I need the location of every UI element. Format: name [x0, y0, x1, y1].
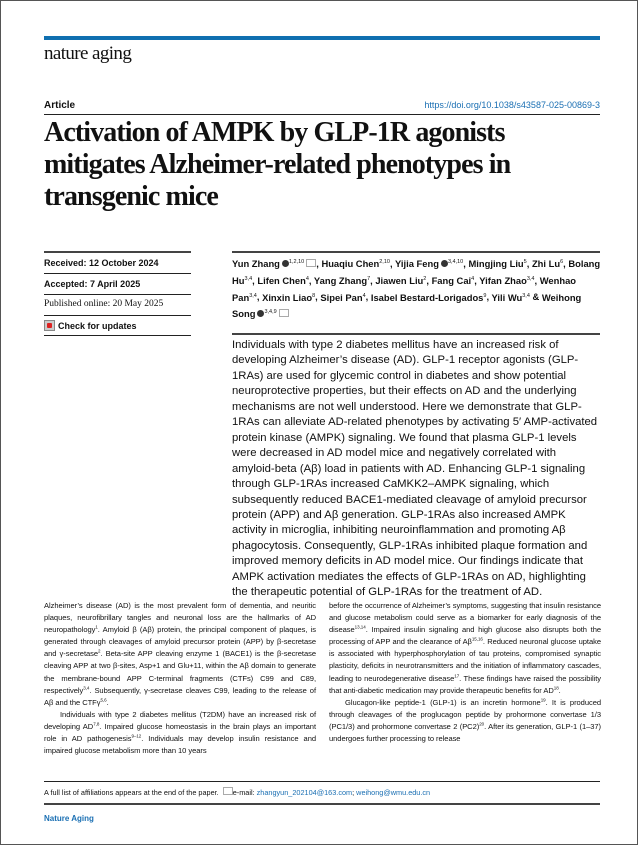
citation-ref[interactable]: 1: [95, 624, 98, 630]
orcid-icon[interactable]: [441, 260, 448, 267]
title-line: mitigates Alzheimer-related phenotypes in: [44, 149, 511, 180]
author-name: Yun Zhang: [232, 258, 280, 270]
journal-color-bar: [44, 36, 600, 40]
author-name: Yang Zhang: [313, 274, 368, 286]
citation-ref[interactable]: 13,14: [354, 624, 366, 630]
article-title: [44, 117, 510, 213]
author: [432, 275, 475, 286]
divider: [44, 781, 600, 782]
affiliation-number: 6: [560, 259, 564, 265]
author-name: Xinxin Liao: [262, 291, 313, 303]
author: [395, 258, 463, 269]
author-name: Mingjing Liu: [468, 258, 524, 270]
separator: ;: [352, 788, 357, 797]
body-paragraph: before the occurrence of Alzheimer’s symptoms, suggesting that insulin resistance and glucose metabolism could serve as a biomarker for early diagnosis of the disease$^{13,14}$. Impaired insulin signaling and high glucose also disrupts both the processing of APP and the clearance of Aβ$^{15,16}$. Reduced neuronal glucose uptake is associated with hyperphosphorylation of tau proteins, compromised synaptic plasticity, deficits in neurotransmitters and the initiation of inflammatory cascades, leading to neurodegenerative disease$^{17}$. These findings have raised the possibility that anti-diabetic medication may provide therapeutic benefits for AD$^{18}$.: [329, 601, 601, 695]
divider: [44, 315, 191, 316]
check-updates-icon: [44, 320, 55, 331]
author-name: Huaqiu Chen: [321, 258, 380, 270]
email-icon[interactable]: [306, 259, 316, 267]
citation-ref[interactable]: 5,6: [100, 697, 107, 703]
divider: [44, 251, 191, 253]
affiliation-number: 8: [312, 292, 316, 299]
body-paragraph: Individuals with type 2 diabetes mellitus (T2DM) have an increased risk of developing AD$^{7,8}$. Impaired glucose homeostasis in the brain plays an important role in AD pathogenesis$^{9-12}$. Individuals may develop insulin resistance and impaired glucose metabolism more than 10 years: [44, 709, 316, 756]
citation-ref[interactable]: 20: [479, 721, 485, 727]
author: [314, 275, 370, 286]
email-icon[interactable]: [279, 309, 289, 317]
author: [232, 258, 316, 269]
author: [320, 292, 365, 303]
accepted-date: Accepted: 7 April 2025: [44, 279, 141, 289]
affiliation-number: 3,4,9: [264, 309, 277, 316]
email-label: e-mail:: [232, 788, 257, 797]
affiliation-number: 2: [423, 275, 427, 282]
email-link[interactable]: zhangyun_202104@163.com: [256, 788, 353, 797]
divider: [44, 294, 191, 295]
author-name: Wenhao Pan: [232, 274, 577, 303]
body-column-left: [44, 600, 316, 757]
divider: [44, 803, 600, 805]
author-name: Lifen Chen: [257, 274, 306, 286]
email-icon: [223, 787, 233, 795]
citation-ref[interactable]: 7,8: [93, 721, 100, 727]
author: [492, 292, 530, 303]
citation-ref[interactable]: 17: [454, 673, 460, 679]
author-name: Fang Cai: [431, 274, 472, 286]
author-name: Isabel Bestard-Lorigados: [370, 291, 484, 303]
author: [375, 275, 426, 286]
citation-ref[interactable]: 9–12: [131, 733, 142, 739]
affiliation-number: 5: [523, 259, 527, 265]
author: [468, 258, 526, 269]
divider: [44, 273, 191, 274]
email-link[interactable]: weihong@wmu.edu.cn: [356, 788, 431, 797]
received-date: Received: 12 October 2024: [44, 258, 159, 268]
check-updates-label: Check for updates: [58, 320, 137, 331]
affiliation-number: 3,4: [244, 275, 253, 282]
divider: [232, 251, 600, 253]
author: [479, 275, 534, 286]
body-paragraph: Glucagon-like peptide-1 (GLP-1) is an incretin hormone$^{19}$. It is produced through cleavages of the proglucagon peptide by prohormone convertase 1/3 (PC1/3) and prohormone convertase 2 $(PC2)^{20}$. After its generation, GLP-1 (1–37) undergoes further processing to release: [329, 697, 601, 744]
author: [371, 292, 487, 303]
journal-logo: nature aging: [44, 43, 132, 64]
citation-ref[interactable]: 18: [553, 685, 559, 691]
author-name: Jiawen Liu: [375, 274, 424, 286]
affiliation-number: 7: [367, 275, 371, 282]
author-list: Yun Zhang $^{1,2,10}$ , Huaqiu Chen$^{2,10}$, Yijia Feng $^{3,4,10}$, Mingjing Liu$^5$, Zhi Lu$^6$, Bolang Hu$^{3,4}$, Lifen Chen$^4$, Yang Zhang$^7$, Jiawen Liu$^2$, Fang Cai$^4$, Yifan Zhao$^{3,4}$, Wenhao Pan$^{3,4}$, Xinxin Liao$^8$, Sipei Pan$^4$, Isabel Bestard-Lorigados$^9$, Yili Wu$^{3,4}$ & Weihong Song $^{3,4,9}$: [232, 258, 601, 320]
orcid-icon[interactable]: [282, 260, 289, 267]
title-line: transgenic mice: [44, 181, 218, 212]
citation-ref[interactable]: 19: [540, 697, 546, 703]
article-type: Article: [44, 100, 76, 111]
affiliation-number: 9: [483, 292, 487, 299]
affiliation-number: 3,4,10: [447, 259, 464, 265]
author: [532, 258, 563, 269]
author-name: Yijia Feng: [395, 258, 439, 270]
check-for-updates-button[interactable]: [44, 320, 137, 331]
author-name: Weihong Song: [232, 291, 582, 320]
affiliation-number: 1,2,10: [288, 259, 305, 265]
body-column-right: [329, 600, 601, 745]
author: [321, 258, 390, 269]
divider: [232, 333, 600, 335]
author-name: Yifan Zhao: [479, 274, 527, 286]
author-name: Bolang Hu: [232, 258, 601, 286]
citation-ref[interactable]: 15,16: [471, 636, 483, 642]
author-name: Yili Wu: [491, 291, 523, 303]
author: [262, 292, 315, 303]
title-line: Activation of AMPK by GLP-1R agonists: [44, 117, 505, 148]
footnote-text: A full list of affiliations appears at the end of the paper.: [44, 788, 221, 797]
affiliation-number: 4: [305, 275, 309, 282]
affiliation-number: 3,4: [522, 292, 530, 299]
affiliation-number: 2,10: [379, 259, 390, 265]
author: [257, 275, 309, 286]
doi-link[interactable]: https://doi.org/10.1038/s43587-025-00869-3: [424, 100, 600, 110]
affiliation-number: 3,4: [526, 275, 535, 282]
affiliation-footnote: [44, 787, 430, 797]
published-date: Published online: 20 May 2025: [44, 299, 164, 309]
affiliation-number: 4: [362, 292, 366, 299]
abstract: Individuals with type 2 diabetes mellitus have an increased risk of developing Alzheimer’s disease (AD). GLP-1 receptor agonists (GLP-1RAs) are used for glycemic control in diabetes and show potential neuroprotective properties, but their effects on AD and the underlying mechanisms are not well understood. Here we demonstrate that GLP-1RAs can alleviate AD-related phenotypes by activating 5′ AMP-activated protein kinase (AMPK) signaling. We found that plasma GLP-1 levels were decreased in AD model mice and negatively correlated with amyloid-beta (Aβ) load in patients with AD. Enhancing GLP-1 signaling through GLP-1RAs increased CaMKK2–AMPK signaling, which subsequently reduced BACE1-mediated cleavage of amyloid precursor protein (APP) and Aβ generation. GLP-1RAs also increased AMPK activity in microglia, inhibiting neuroinflammation and promoting Aβ phagocytosis. Consequently, GLP-1RAs inhibited plaque formation and improved memory deficits in AD model mice. Our findings indicate that AMPK activation mediates the effects of GLP-1RAs on AD, highlighting the therapeutic potential of GLP-1RAs for the treatment of AD.: [232, 339, 598, 599]
author-name: Zhi Lu: [531, 258, 561, 270]
citation-ref[interactable]: 2: [98, 648, 101, 654]
affiliation-number: 4: [471, 275, 475, 282]
divider: [44, 114, 600, 115]
body-paragraph: Alzheimer’s disease (AD) is the most prevalent form of dementia, and neuritic plaques, neurofibrillary tangles and neuronal loss are the hallmarks of AD neuropathology$^1$. Amyloid β (Aβ) protein, the principal component of plaques, is generated through cleavages of amyloid precursor protein (APP) by β-secretase and γ-secretase$^2$. Beta-site APP cleaving enzyme 1 (BACE1) is the β-secretase cleaving APP at two β-sites, Asp+1 and Glu+11, within the Aβ domain to generate the membrane-bound APP C-terminal fragments (CTFs) C99 and C89, respectively$^{3,4}$. Subsequently, γ-secretase cleaves C99, leading to the release of Aβ and the CTFγ$^{5,6}$.: [44, 601, 316, 707]
affiliation-number: 3,4: [249, 292, 257, 299]
author-name: Sipei Pan: [320, 291, 363, 303]
footer-journal: Nature Aging: [44, 814, 94, 823]
citation-ref[interactable]: 3,4: [83, 685, 90, 691]
divider: [44, 335, 191, 336]
